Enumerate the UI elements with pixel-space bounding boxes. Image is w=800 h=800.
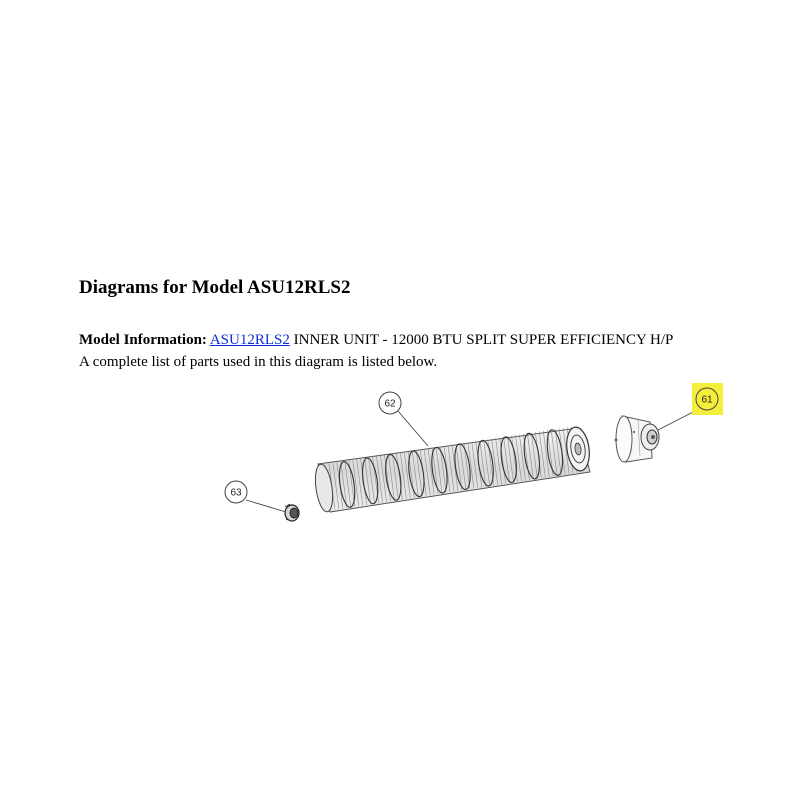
callout-63[interactable] <box>225 481 247 503</box>
parts-list-note: A complete list of parts used in this diagram is listed below. <box>79 354 438 370</box>
blower-wheel-drawing <box>313 426 592 513</box>
callout-62-label: 62 <box>384 398 396 410</box>
model-number-link[interactable]: ASU12RLS2 <box>209 332 290 348</box>
callout-62[interactable] <box>379 392 401 414</box>
fan-motor-drawing <box>615 416 660 462</box>
bearing-drawing <box>285 504 299 521</box>
callout-61[interactable] <box>692 383 723 415</box>
model-information-label: Model Information: <box>79 332 207 348</box>
callout-63-label: 63 <box>230 487 242 499</box>
page-title: Diagrams for Model ASU12RLS2 <box>79 277 351 298</box>
callout-61-label: 61 <box>701 394 713 406</box>
model-description: INNER UNIT - 12000 BTU SPLIT SUPER EFFICIENCY H/P <box>293 332 674 348</box>
